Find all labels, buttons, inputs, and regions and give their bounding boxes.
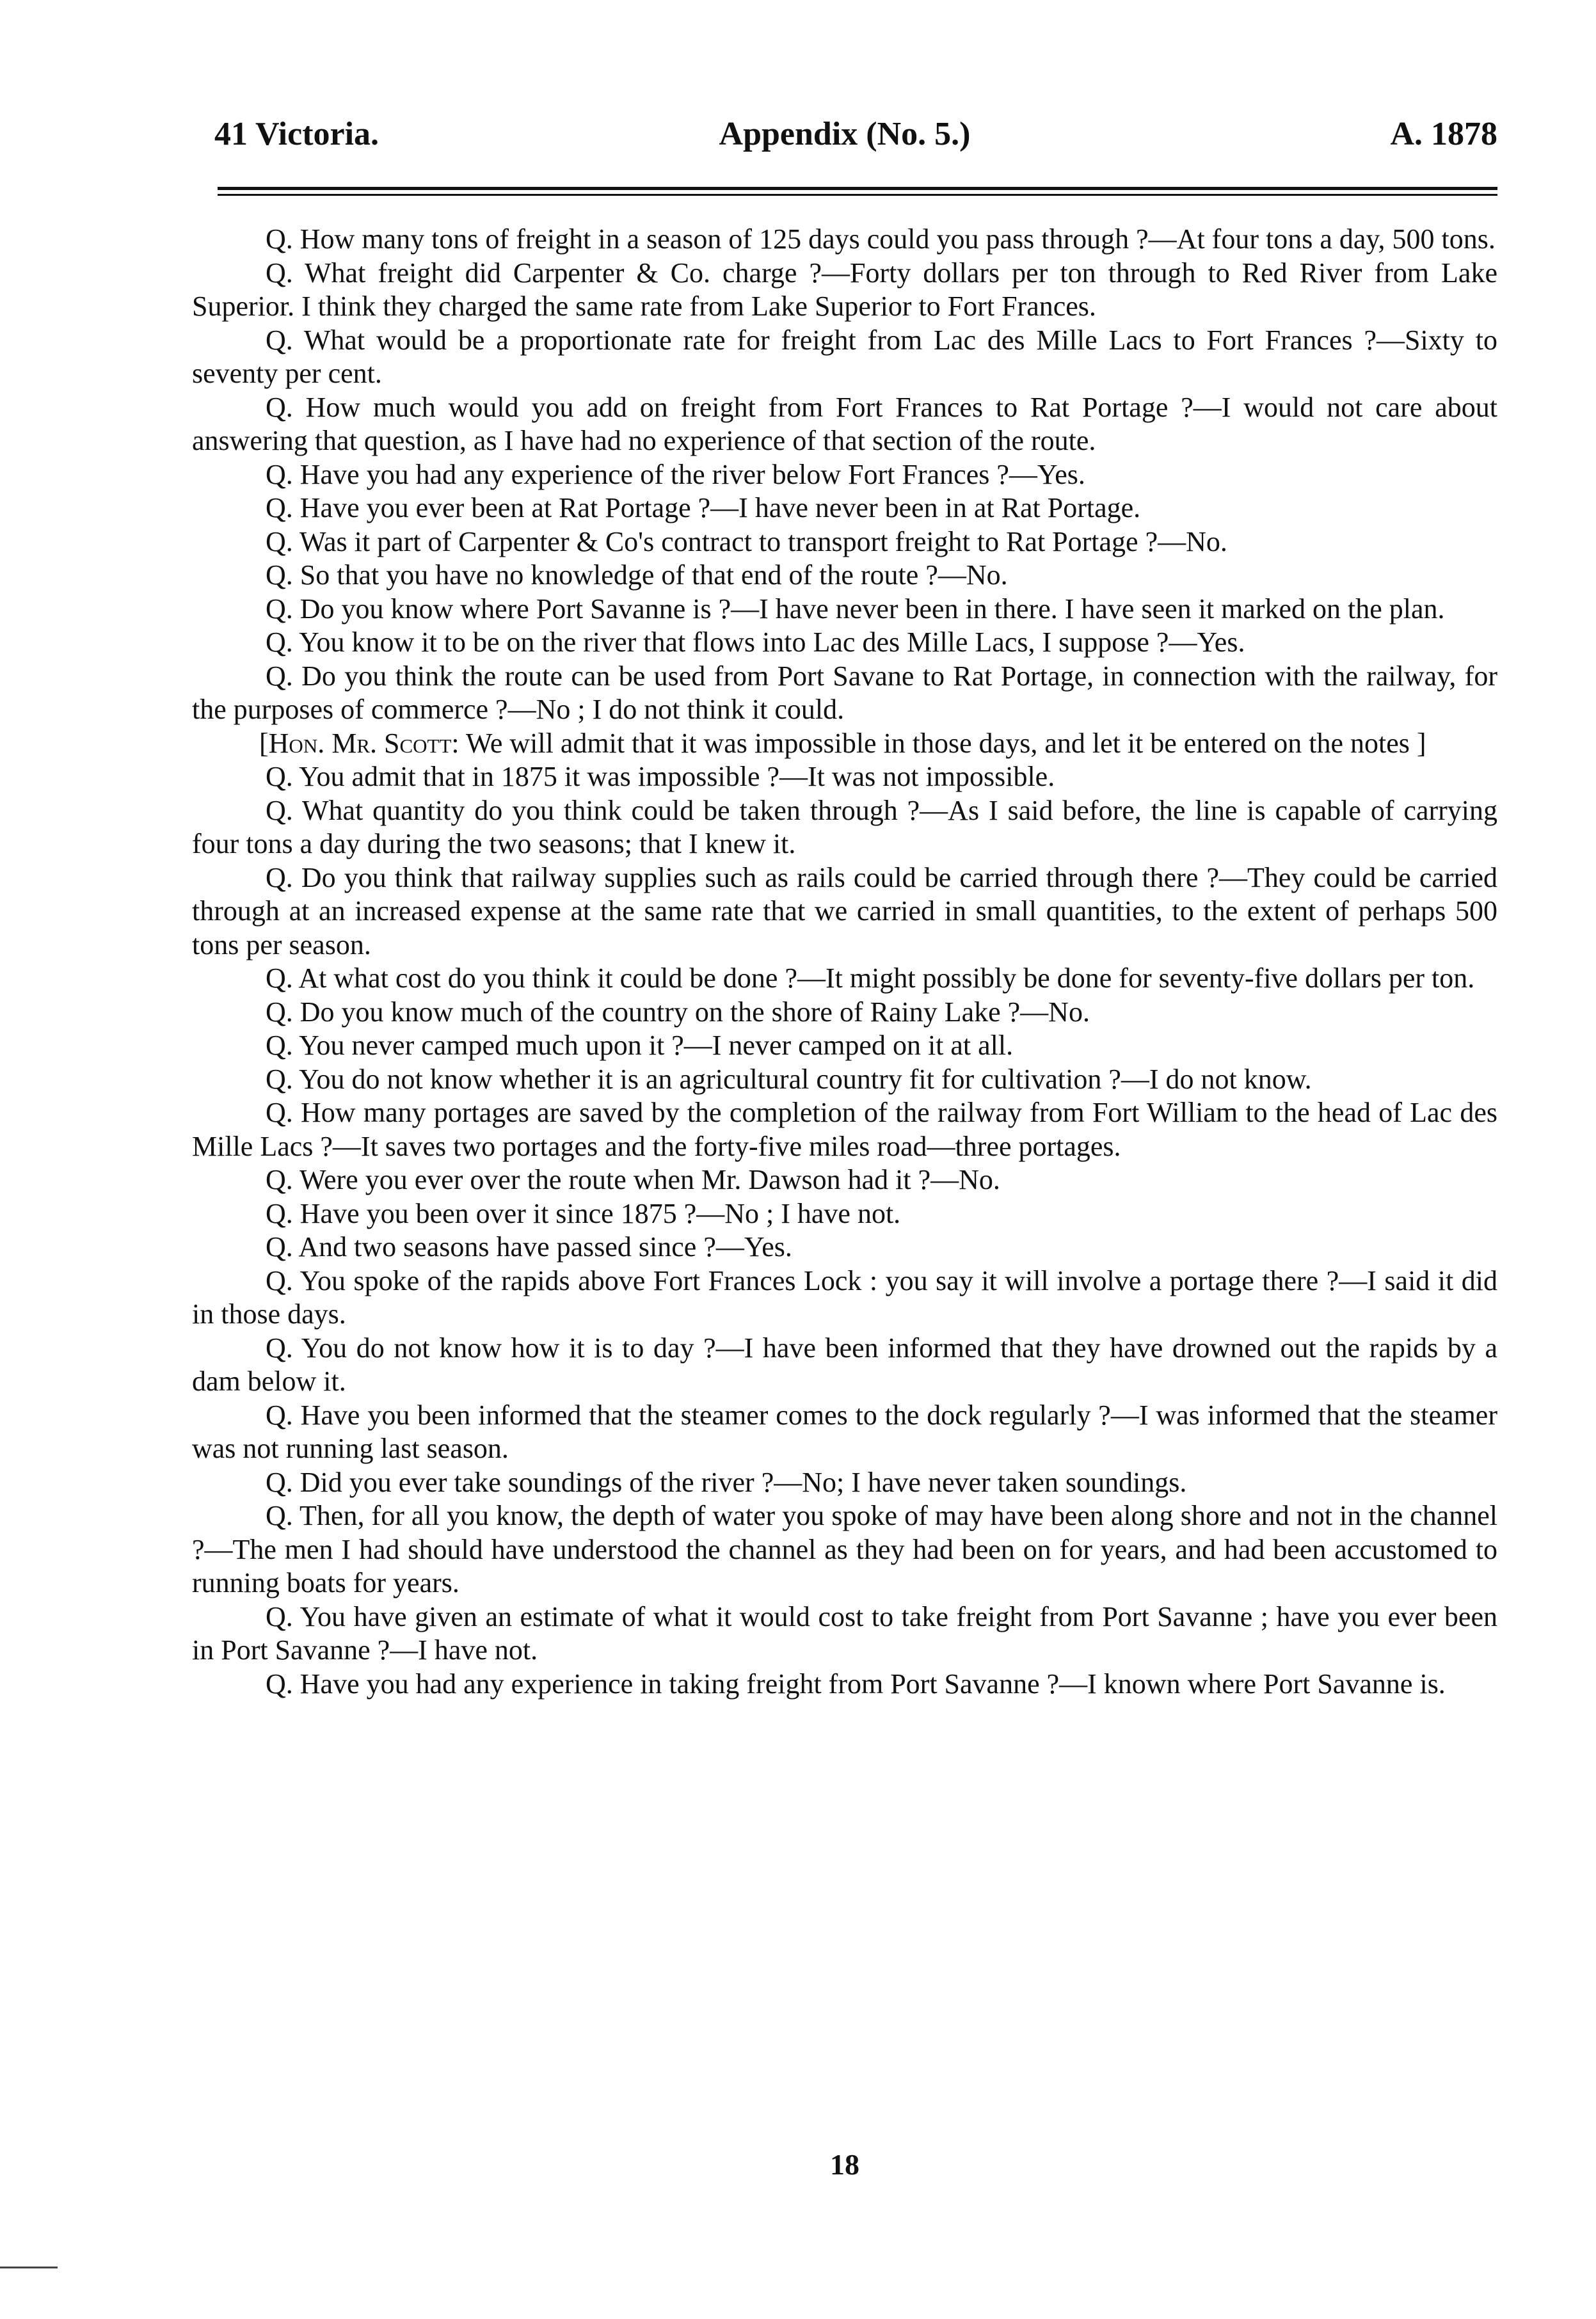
paragraph: Q. Have you been over it since 1875 ?—No ; I have not. — [266, 1197, 901, 1229]
paragraph: Q. How many tons of freight in a season of 125 days could you pass through ?—At four tons a day, 500 tons. — [266, 223, 1496, 255]
paragraph: Q. So that you have no knowledge of that end of the route ?—No. — [266, 559, 1008, 591]
paragraph: Q. You never camped much upon it ?—I never camped on it at all. — [266, 1030, 1014, 1061]
paragraph: Q. Then, for all you know, the depth of water you spoke of may have been along shore and not in the channel ?—The men I had should have understood the channel as they had been on for years, and had been accustomed to running boats for years. — [192, 1500, 1497, 1598]
document-page — [192, 96, 1497, 2272]
bracketed-note: [Hon. Mr. Scott: We will admit that it was impossible in those days, and let it be entered on the notes ] — [259, 727, 1426, 759]
paragraph: Q. What freight did Carpenter & Co. charge ?—Forty dollars per ton through to Red River from Lake Superior. I think they charged the same rate from Lake Superior to Fort Frances. — [192, 257, 1497, 322]
running-header — [192, 96, 1497, 152]
margin-mark — [0, 2267, 58, 2268]
page-number: 18 — [830, 2148, 859, 2181]
header-rule-thick — [218, 187, 1497, 190]
paragraph: Q. Do you think that railway supplies such as rails could be carried through there ?—They could be carried through at an increased expense at the same rate that we carried in small quantities, to the extent of perhaps 500 tons per season. — [192, 861, 1497, 960]
paragraph: Q. How many portages are saved by the completion of the railway from Fort William to the head of Lac des Mille Lacs ?—It saves two portages and the forty-five miles road—three portages. — [192, 1097, 1497, 1162]
paragraph: Q. Have you been informed that the steamer comes to the dock regularly ?—I was informed that the steamer was not running last season. — [192, 1399, 1497, 1464]
paragraph: Q. You admit that in 1875 it was impossible ?—It was not impossible. — [266, 761, 1055, 792]
paragraph: Q. Have you had any experience of the river below Fort Frances ?—Yes. — [266, 458, 1085, 490]
paragraph: Q. Do you know where Port Savanne is ?—I have never been in there. I have seen it marked on the plan. — [266, 593, 1445, 625]
paragraph: Q. Was it part of Carpenter & Co's contract to transport freight to Rat Portage ?—No. — [266, 525, 1227, 557]
paragraph: Q. Do you know much of the country on the shore of Rainy Lake ?—No. — [266, 996, 1090, 1028]
paragraph: Q. What would be a proportionate rate for freight from Lac des Mille Lacs to Fort Frances ?—Sixty to seventy per cent. — [192, 324, 1497, 389]
paragraph: Q. You do not know whether it is an agricultural country fit for cultivation ?—I do not know. — [266, 1063, 1312, 1095]
paragraph: Q. Have you had any experience in taking freight from Port Savanne ?—I known where Port Savanne is. — [266, 1668, 1446, 1700]
paragraph: Q. Did you ever take soundings of the river ?—No; I have never taken soundings. — [266, 1466, 1187, 1498]
header-session: 41 Victoria. — [214, 116, 379, 152]
paragraph: Q. You have given an estimate of what it would cost to take freight from Port Savanne ; have you ever been in Port Savanne ?—I have not. — [192, 1600, 1497, 1666]
header-double-rule — [218, 187, 1497, 196]
paragraph: Q. And two seasons have passed since ?—Yes. — [266, 1231, 792, 1263]
paragraph: Q. You know it to be on the river that flows into Lac des Mille Lacs, I suppose ?—Yes. — [266, 626, 1245, 658]
paragraph: Q. Were you ever over the route when Mr. Dawson had it ?—No. — [266, 1164, 1000, 1195]
paragraph: Q. How much would you add on freight from Fort Frances to Rat Portage ?—I would not care about answering that question, as I have had no experience of that section of the route. — [192, 391, 1497, 456]
header-appendix: Appendix (No. 5.) — [719, 116, 971, 152]
header-rule-thin — [218, 194, 1497, 196]
testimony-text — [192, 223, 1497, 1701]
header-year: A. 1878 — [1390, 116, 1497, 152]
paragraph: Q. You spoke of the rapids above Fort Frances Lock : you say it will involve a portage there ?—I said it did in those days. — [192, 1264, 1497, 1330]
paragraph: Q. You do not know how it is to day ?—I have been informed that they have drowned out the rapids by a dam below it. — [192, 1332, 1497, 1397]
paragraph: Q. Have you ever been at Rat Portage ?—I have never been in at Rat Portage. — [266, 492, 1141, 523]
note-text: : We will admit that it was impossible in those days, and let it be entered on the notes ] — [451, 727, 1426, 759]
paragraph: Q. What quantity do you think could be taken through ?—As I said before, the line is capable of carrying four tons a day during the two seasons; that I knew it. — [192, 794, 1497, 859]
note-speaker: Hon. Mr. Scott — [268, 727, 452, 759]
paragraph: Q. At what cost do you think it could be done ?—It might possibly be done for seventy-five dollars per ton. — [266, 962, 1475, 994]
paragraph: Q. Do you think the route can be used from Port Savane to Rat Portage, in connection with the railway, for the purposes of commerce ?—No ; I do not think it could. — [192, 660, 1497, 725]
